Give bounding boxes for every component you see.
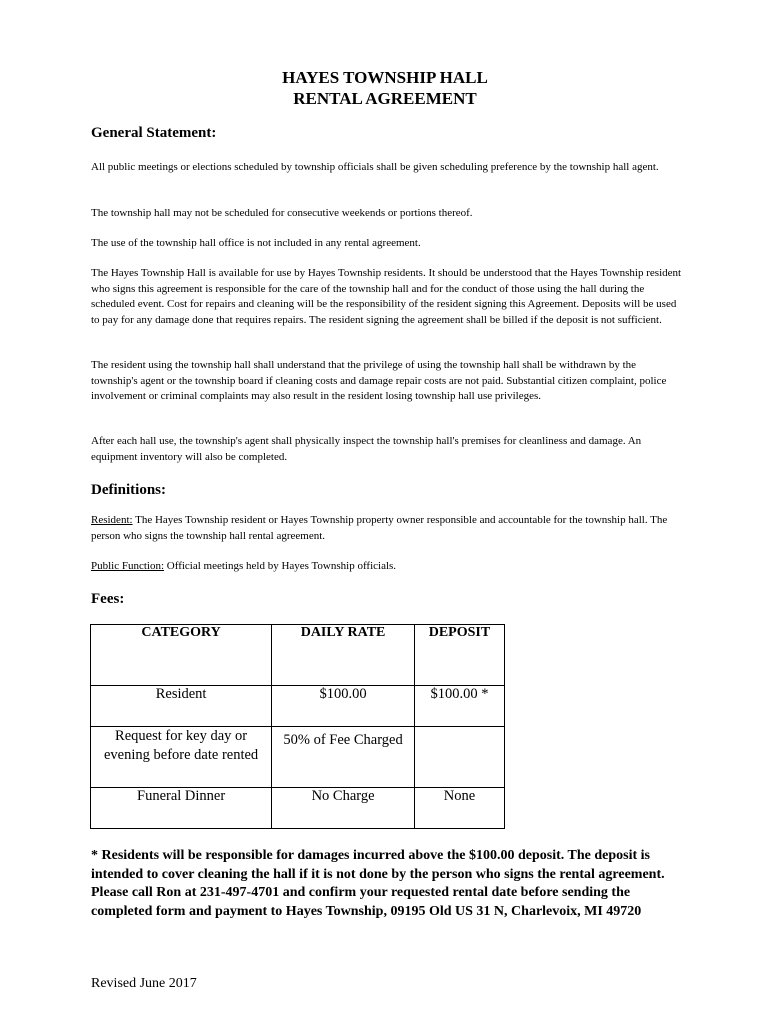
table-header-daily-rate: DAILY RATE bbox=[272, 625, 415, 686]
definition-public-function bbox=[91, 559, 683, 575]
general-paragraph-5: The resident using the township hall shall understand that the privilege of using the township hall shall be withdrawn by the township's agent or the township board if cleaning costs and damage repair costs are not paid. Substantial citizen complaint, police involvement or criminal complaints may also result in the resident losing township hall use privileges. bbox=[91, 359, 667, 402]
table-cell: 50% of Fee Charged bbox=[272, 727, 415, 788]
table-cell: No Charge bbox=[272, 788, 415, 829]
table-row bbox=[91, 788, 505, 829]
table-cell: None bbox=[414, 788, 504, 829]
table-cell: Resident bbox=[91, 686, 272, 727]
table-cell: Request for key day or evening before date rented bbox=[91, 727, 272, 788]
definition-resident-term: Resident: bbox=[91, 514, 133, 526]
table-row bbox=[91, 686, 505, 727]
definition-public-text: Official meetings held by Hayes Township officials. bbox=[164, 560, 397, 572]
table-row bbox=[91, 727, 505, 788]
table-header-row bbox=[91, 625, 505, 686]
deposit-note: * Residents will be responsible for damages incurred above the $100.00 deposit. The deposit is intended to cover cleaning the hall if it is not done by the person who signs the rental agreement. Please call Ron at 231-497-4701 and confirm your requested rental date before sending the completed form and payment to Hayes Township, 09195 Old US 31 N, Charlevoix, MI 49720 bbox=[91, 848, 665, 919]
fees-heading: Fees: bbox=[91, 591, 125, 607]
table-cell: Funeral Dinner bbox=[91, 788, 272, 829]
table-cell: $100.00 bbox=[272, 686, 415, 727]
document-title-line1: HAYES TOWNSHIP HALL bbox=[282, 68, 488, 87]
general-paragraph-6: After each hall use, the township's agent shall physically inspect the township hall's premises for cleanliness and damage. An equipment inventory will also be completed. bbox=[91, 435, 642, 463]
definition-resident bbox=[91, 513, 683, 544]
definitions-heading: Definitions: bbox=[91, 482, 166, 498]
general-paragraph-2: The township hall may not be scheduled for consecutive weekends or portions thereof. bbox=[91, 207, 473, 219]
table-cell bbox=[414, 727, 504, 788]
table-header-category: CATEGORY bbox=[91, 625, 272, 686]
table-cell: $100.00 * bbox=[414, 686, 504, 727]
revised-date: Revised June 2017 bbox=[91, 976, 197, 991]
general-paragraph-3: The use of the township hall office is not included in any rental agreement. bbox=[91, 237, 421, 249]
definition-public-term: Public Function: bbox=[91, 560, 165, 572]
definition-resident-text: The Hayes Township resident or Hayes Township property owner responsible and accountable for the township hall. The person who signs the township hall rental agreement. bbox=[91, 514, 668, 542]
fees-table bbox=[90, 624, 505, 829]
table-header-deposit: DEPOSIT bbox=[414, 625, 504, 686]
document-title-line2: RENTAL AGREEMENT bbox=[293, 89, 477, 108]
general-paragraph-4: The Hayes Township Hall is available for use by Hayes Township residents. It should be understood that the Hayes Township resident who signs this agreement is responsible for the care of the township hall and for the conduct of those using the hall during the scheduled event. Cost for repairs and cleaning will be the responsibility of the resident signing this Agreement. Deposits will be used to pay for any damage done that requires repairs. The resident signing the agreement shall be billed if the deposit is not sufficient. bbox=[91, 267, 682, 326]
general-paragraph-1: All public meetings or elections scheduled by township officials shall be given scheduling preference by the township hall agent. bbox=[91, 161, 659, 173]
general-statement-heading: General Statement: bbox=[91, 125, 217, 141]
